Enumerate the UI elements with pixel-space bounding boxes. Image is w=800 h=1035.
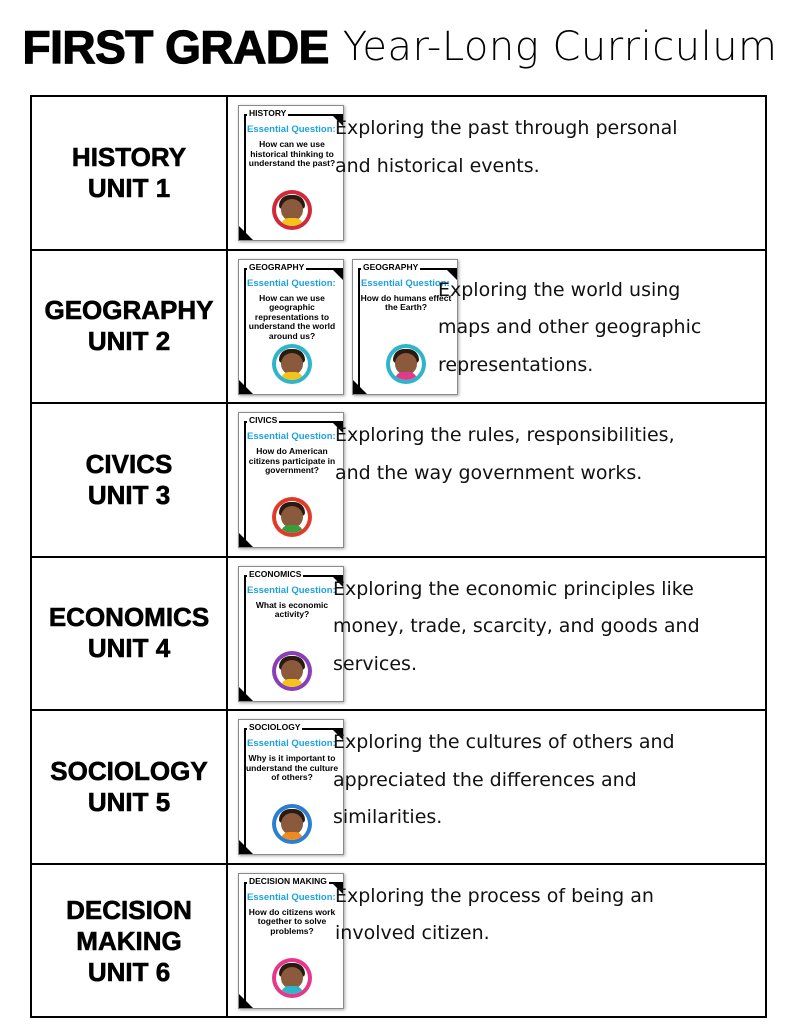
student-avatar-icon [272,344,312,384]
card-essential-question-label: Essential Question: [361,277,450,289]
card-corner-triangle [239,994,253,1008]
unit-row [32,711,765,865]
card-subject-tag: HISTORY [249,108,287,118]
unit-card-thumbnail [238,873,344,1009]
unit-label-line: CIVICS [85,448,173,479]
student-avatar-icon [272,651,312,691]
unit-label-line: UNIT 6 [87,956,171,987]
unit-row [32,865,765,1019]
card-essential-question-label: Essential Question: [247,584,336,596]
student-avatar-icon [272,190,312,230]
student-avatar-icon [272,497,312,537]
card-corner-triangle [353,380,367,394]
unit-card-thumbnail [238,412,344,548]
student-avatar-icon [386,344,426,384]
unit-row [32,97,765,251]
unit-label-line: GEOGRAPHY [44,295,214,326]
unit-label-line: UNIT 1 [87,172,171,203]
unit-label-cell [32,251,228,403]
card-question-text: How can we use geographic representations to understand the world around us? [248,292,336,341]
unit-label-line: MAKING [76,925,182,956]
curriculum-table [30,95,767,1018]
card-essential-question-label: Essential Question: [247,891,336,903]
card-subject-tag: GEOGRAPHY [249,261,305,272]
card-corner-triangle [239,533,253,547]
unit-row [32,251,765,405]
unit-card-thumbnail [238,719,344,855]
unit-label-line: HISTORY [71,141,187,172]
unit-description: Exploring the world using maps and other geographic representations. [438,278,702,376]
title-script-text: Year-Long Curriculum [342,24,778,70]
unit-label-line: UNIT 2 [87,326,171,357]
card-subject-tag: CIVICS [249,415,278,425]
unit-description: Exploring the rules, responsibilities, and the way government works. [335,424,675,484]
unit-label-cell [32,97,228,249]
card-subject-tag: ECONOMICS [249,568,302,579]
unit-label-cell [32,711,228,863]
student-avatar-icon [272,958,312,998]
card-question-text: How do American citizens participate in government? [248,446,336,476]
unit-label-line: ECONOMICS [48,602,210,633]
card-essential-question-label: Essential Question: [247,738,336,749]
unit-label-cell [32,558,228,710]
card-corner-triangle [239,687,253,701]
unit-card-thumbnail [238,259,344,395]
card-question-text: How can we use historical thinking to understand the past? [248,139,336,169]
page-title [0,12,800,82]
card-essential-question-label: Essential Question: [247,431,336,442]
unit-label-line: SOCIOLOGY [50,755,208,786]
title-bold-text: FIRST GRADE [22,21,329,73]
card-subject-tag: DECISION MAKING [249,875,327,886]
unit-card-thumbnail [238,566,344,702]
card-corner-triangle [239,840,253,854]
card-corner-triangle [239,380,253,394]
unit-label-line: UNIT 3 [87,479,171,510]
student-avatar-icon [272,804,312,844]
card-corner-triangle [239,226,253,240]
card-essential-question-label: Essential Question: [247,124,336,135]
unit-row [32,558,765,712]
unit-card-thumbnail [238,105,344,241]
unit-row [32,404,765,558]
unit-description: Exploring the economic principles like money, trade, scarcity, and goods and services. [333,577,700,675]
unit-label-line: UNIT 4 [87,633,171,664]
card-question-text: Why is it important to understand the culture of others? [245,753,339,783]
card-subject-tag: SOCIOLOGY [249,722,301,732]
card-question-text: How do humans effect the Earth? [360,292,452,313]
unit-label-cell [32,865,228,1019]
unit-label-line: DECISION [66,894,192,925]
card-question-text: How do citizens work together to solve problems? [248,906,336,936]
unit-description: Exploring the cultures of others and appreciated the differences and similarities. [333,731,675,828]
unit-label-line: UNIT 5 [87,786,171,817]
card-essential-question-label: Essential Question: [247,277,336,289]
unit-description: Exploring the process of being an involved citizen. [335,884,654,944]
unit-label-cell [32,404,228,556]
unit-description: Exploring the past through personal and historical events. [335,117,678,177]
card-subject-tag: GEOGRAPHY [363,261,419,272]
card-question-text: What is economic activity? [255,599,329,620]
